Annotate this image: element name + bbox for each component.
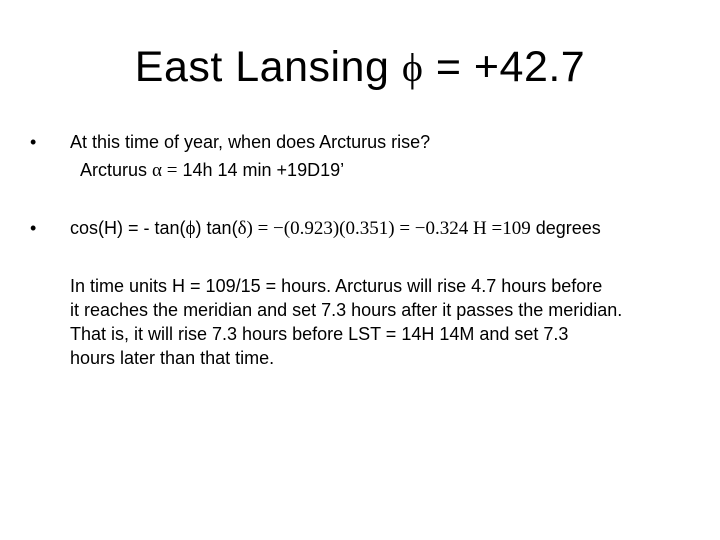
title-value: = +42.7	[435, 43, 586, 91]
arcturus-label: Arcturus	[80, 160, 148, 180]
paragraph-line: In time units H = 109/15 = hours. Arcturus will rise 4.7 hours before	[70, 276, 603, 296]
bullet-dot: •	[30, 218, 37, 238]
bullet-dot: •	[30, 132, 37, 152]
phi-symbol-inline: ϕ	[185, 218, 196, 239]
bullet-1-question: At this time of year, when does Arcturus rise?	[70, 132, 431, 152]
tan-mid: ) tan(	[195, 218, 238, 238]
bullet-2	[30, 216, 601, 241]
alpha-expression: α =	[152, 160, 178, 181]
paragraph-line: it reaches the meridian and set 7.3 hours after it passes the meridian.	[70, 300, 623, 320]
arcturus-values: 14h 14 min +19D19’	[182, 160, 345, 180]
bullet-1	[30, 130, 430, 154]
paragraph-line: That is, it will rise 7.3 hours before LST = 14H 14M and set 7.3	[70, 324, 569, 344]
cos-lhs: cos(H) = - tan(	[70, 218, 186, 238]
paragraph-line: hours later than that time.	[70, 348, 275, 368]
unit-degrees: degrees	[535, 218, 601, 238]
title-text: East Lansing	[134, 43, 390, 91]
phi-symbol: ϕ	[401, 45, 424, 90]
explanation-paragraph	[70, 274, 710, 370]
delta-expression: δ) = −(0.923)(0.351) = −0.324 H =109	[237, 218, 531, 239]
slide-title	[0, 40, 720, 95]
arcturus-coordinates	[80, 158, 344, 183]
